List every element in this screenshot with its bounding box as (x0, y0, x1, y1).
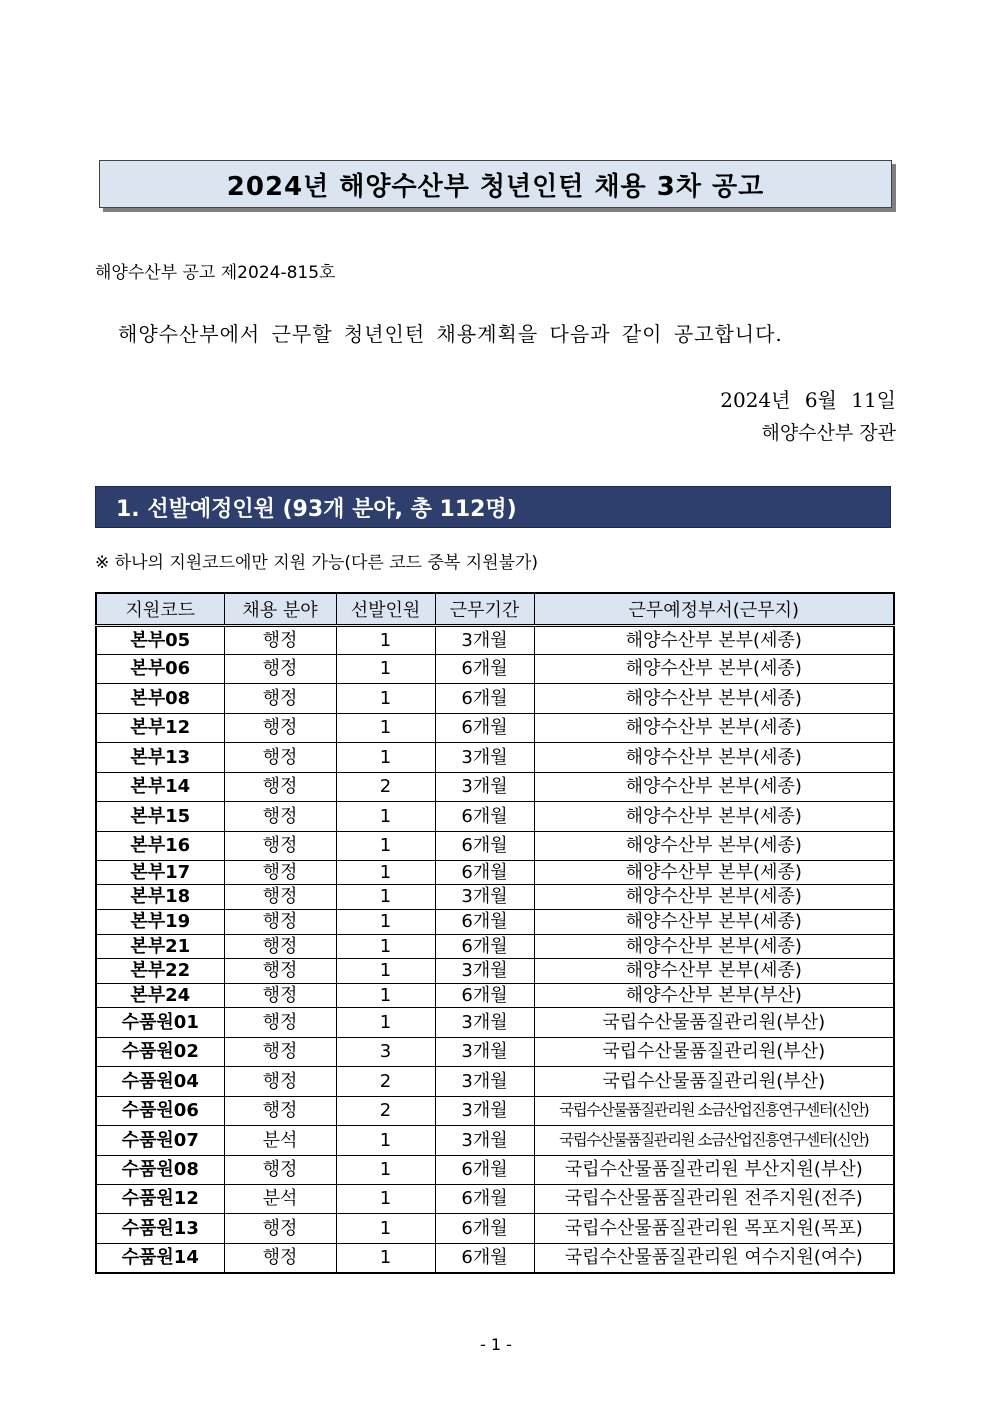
cell-field: 행정 (224, 626, 336, 655)
cell-field: 행정 (224, 935, 336, 959)
cell-period: 6개월 (435, 1214, 534, 1244)
cell-code: 본부22 (96, 959, 224, 984)
cell-period: 6개월 (435, 832, 534, 861)
cell-department: 해양수산부 본부(세종) (534, 743, 894, 773)
cell-department: 해양수산부 본부(세종) (534, 910, 894, 935)
cell-code: 수품원12 (96, 1185, 224, 1214)
cell-code: 본부24 (96, 984, 224, 1008)
cell-department: 국립수산물품질관리원(부산) (534, 1038, 894, 1067)
cell-field: 행정 (224, 1008, 336, 1038)
table-row (96, 802, 894, 832)
cell-field: 행정 (224, 655, 336, 684)
cell-field: 행정 (224, 1067, 336, 1097)
cell-period: 3개월 (435, 1067, 534, 1097)
cell-code: 본부16 (96, 832, 224, 861)
cell-department: 해양수산부 본부(세종) (534, 959, 894, 984)
cell-period: 6개월 (435, 935, 534, 959)
cell-field: 행정 (224, 885, 336, 910)
header-count: 선발인원 (336, 593, 435, 626)
table-row (96, 885, 894, 910)
table-row (96, 1156, 894, 1185)
cell-count: 1 (336, 684, 435, 714)
cell-count: 2 (336, 1067, 435, 1097)
cell-code: 수품원08 (96, 1156, 224, 1185)
section-heading: 1. 선발예정인원 (93개 분야, 총 112명) (116, 496, 517, 522)
cell-count: 1 (336, 1156, 435, 1185)
notice-number: 해양수산부 공고 제2024-815호 (95, 263, 336, 283)
cell-department: 국립수산물품질관리원 목포지원(목포) (534, 1214, 894, 1244)
table-row (96, 832, 894, 861)
table-row (96, 861, 894, 885)
header-department: 근무예정부서(근무지) (534, 593, 894, 626)
cell-period: 6개월 (435, 1156, 534, 1185)
page-title: 2024년 해양수산부 청년인턴 채용 3차 공고 (226, 171, 765, 202)
title-banner (99, 160, 896, 212)
cell-count: 1 (336, 1185, 435, 1214)
cell-department: 국립수산물품질관리원(부산) (534, 1067, 894, 1097)
cell-field: 행정 (224, 773, 336, 802)
table-row (96, 714, 894, 743)
section-heading-bar (95, 486, 891, 528)
cell-field: 행정 (224, 832, 336, 861)
cell-department: 해양수산부 본부(세종) (534, 714, 894, 743)
cell-code: 수품원14 (96, 1244, 224, 1273)
cell-code: 수품원13 (96, 1214, 224, 1244)
cell-field: 행정 (224, 743, 336, 773)
cell-department: 해양수산부 본부(세종) (534, 832, 894, 861)
cell-department: 해양수산부 본부(세종) (534, 802, 894, 832)
cell-period: 6개월 (435, 861, 534, 885)
cell-count: 2 (336, 1097, 435, 1126)
table-row (96, 626, 894, 655)
cell-period: 3개월 (435, 1126, 534, 1156)
cell-department: 국립수산물품질관리원 부산지원(부산) (534, 1156, 894, 1185)
page-number: - 1 - (480, 1335, 512, 1354)
header-field: 채용 분야 (224, 593, 336, 626)
cell-count: 1 (336, 655, 435, 684)
cell-department: 국립수산물품질관리원 소금산업진흥연구센터(신안) (534, 1126, 894, 1156)
table-row (96, 743, 894, 773)
table-row (96, 1214, 894, 1244)
cell-count: 2 (336, 773, 435, 802)
cell-field: 행정 (224, 910, 336, 935)
cell-department: 해양수산부 본부(부산) (534, 984, 894, 1008)
cell-count: 1 (336, 1244, 435, 1273)
cell-department: 해양수산부 본부(세종) (534, 773, 894, 802)
table-row (96, 773, 894, 802)
table-row (96, 910, 894, 935)
cell-period: 6개월 (435, 1185, 534, 1214)
cell-count: 1 (336, 984, 435, 1008)
cell-count: 1 (336, 959, 435, 984)
table-row (96, 655, 894, 684)
cell-period: 6개월 (435, 910, 534, 935)
cell-field: 행정 (224, 861, 336, 885)
cell-code: 본부17 (96, 861, 224, 885)
cell-count: 1 (336, 885, 435, 910)
cell-field: 행정 (224, 714, 336, 743)
cell-count: 1 (336, 626, 435, 655)
table-row (96, 1008, 894, 1038)
cell-count: 1 (336, 910, 435, 935)
cell-period: 6개월 (435, 984, 534, 1008)
cell-period: 3개월 (435, 626, 534, 655)
cell-field: 행정 (224, 1244, 336, 1273)
table-row (96, 1067, 894, 1097)
cell-period: 6개월 (435, 684, 534, 714)
cell-field: 행정 (224, 1097, 336, 1126)
cell-field: 행정 (224, 1214, 336, 1244)
cell-code: 본부12 (96, 714, 224, 743)
cell-department: 해양수산부 본부(세종) (534, 885, 894, 910)
cell-period: 6개월 (435, 655, 534, 684)
table-body (96, 626, 894, 1273)
cell-code: 본부05 (96, 626, 224, 655)
cell-count: 1 (336, 935, 435, 959)
cell-code: 수품원06 (96, 1097, 224, 1126)
cell-period: 3개월 (435, 959, 534, 984)
cell-code: 수품원01 (96, 1008, 224, 1038)
table-row (96, 1185, 894, 1214)
table-row (96, 935, 894, 959)
cell-count: 3 (336, 1038, 435, 1067)
cell-code: 본부15 (96, 802, 224, 832)
table-header-row (96, 593, 894, 626)
header-period: 근무기간 (435, 593, 534, 626)
cell-field: 행정 (224, 1038, 336, 1067)
cell-field: 분석 (224, 1185, 336, 1214)
cell-code: 본부14 (96, 773, 224, 802)
cell-period: 6개월 (435, 802, 534, 832)
cell-department: 해양수산부 본부(세종) (534, 861, 894, 885)
cell-field: 분석 (224, 1126, 336, 1156)
cell-code: 본부08 (96, 684, 224, 714)
cell-department: 해양수산부 본부(세종) (534, 655, 894, 684)
cell-count: 1 (336, 861, 435, 885)
table-row (96, 984, 894, 1008)
table-row (96, 1126, 894, 1156)
cell-department: 국립수산물품질관리원 소금산업진흥연구센터(신안) (534, 1097, 894, 1126)
cell-code: 본부06 (96, 655, 224, 684)
cell-period: 3개월 (435, 1038, 534, 1067)
cell-count: 1 (336, 1126, 435, 1156)
cell-period: 6개월 (435, 1244, 534, 1273)
signer: 해양수산부 장관 (761, 422, 896, 444)
cell-department: 국립수산물품질관리원 전주지원(전주) (534, 1185, 894, 1214)
intro-text: 해양수산부에서 근무할 청년인턴 채용계획을 다음과 같이 공고합니다. (118, 322, 783, 346)
table-row (96, 1244, 894, 1273)
cell-department: 국립수산물품질관리원(부산) (534, 1008, 894, 1038)
cell-code: 본부13 (96, 743, 224, 773)
cell-period: 3개월 (435, 1097, 534, 1126)
table-row (96, 684, 894, 714)
cell-field: 행정 (224, 959, 336, 984)
cell-code: 본부19 (96, 910, 224, 935)
cell-field: 행정 (224, 684, 336, 714)
cell-count: 1 (336, 1008, 435, 1038)
cell-department: 해양수산부 본부(세종) (534, 684, 894, 714)
cell-code: 수품원02 (96, 1038, 224, 1067)
cell-count: 1 (336, 802, 435, 832)
cell-period: 3개월 (435, 743, 534, 773)
recruitment-table (95, 592, 895, 1274)
cell-field: 행정 (224, 984, 336, 1008)
cell-department: 해양수산부 본부(세종) (534, 626, 894, 655)
cell-period: 3개월 (435, 773, 534, 802)
cell-code: 수품원07 (96, 1126, 224, 1156)
table-row (96, 1097, 894, 1126)
cell-count: 1 (336, 743, 435, 773)
application-note: ※ 하나의 지원코드에만 지원 가능(다른 코드 중복 지원불가) (95, 553, 539, 573)
cell-count: 1 (336, 1214, 435, 1244)
cell-code: 본부21 (96, 935, 224, 959)
cell-count: 1 (336, 714, 435, 743)
cell-period: 3개월 (435, 1008, 534, 1038)
cell-field: 행정 (224, 802, 336, 832)
announcement-date: 2024년 6월 11일 (720, 388, 896, 412)
title-box (99, 160, 892, 208)
header-code: 지원코드 (96, 593, 224, 626)
cell-field: 행정 (224, 1156, 336, 1185)
cell-department: 국립수산물품질관리원 여수지원(여수) (534, 1244, 894, 1273)
cell-period: 3개월 (435, 885, 534, 910)
cell-department: 해양수산부 본부(세종) (534, 935, 894, 959)
table-row (96, 1038, 894, 1067)
cell-period: 6개월 (435, 714, 534, 743)
cell-count: 1 (336, 832, 435, 861)
table-row (96, 959, 894, 984)
cell-code: 수품원04 (96, 1067, 224, 1097)
cell-code: 본부18 (96, 885, 224, 910)
